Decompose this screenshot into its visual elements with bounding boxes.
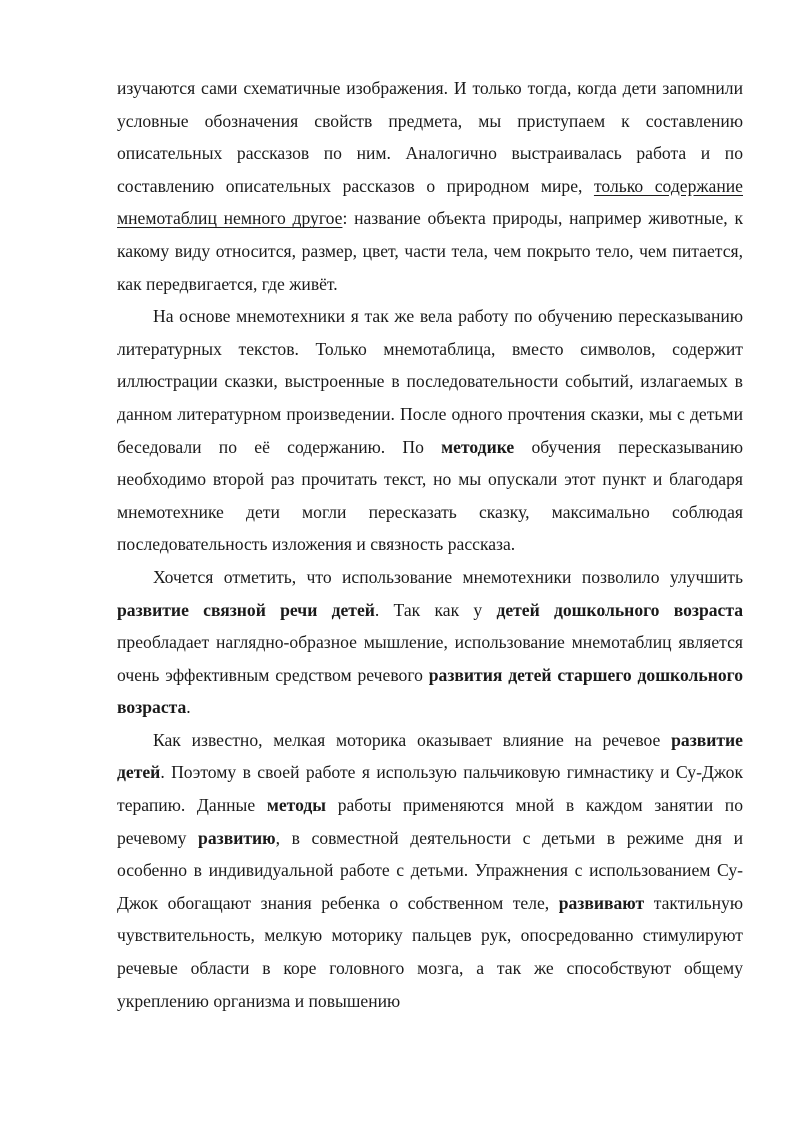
paragraph-2 [117, 300, 743, 561]
text-run: На основе мнемотехники я так же вела работу по обучению пересказыванию литературных текстов. Только мнемотаблица, вместо символов, содержит иллюстрации сказки, выстроенные в последовательности событий, излагаемых в данном литературном произведении. После одного прочтения сказки, мы с детьми беседовали по её содержанию. По [117, 306, 743, 457]
document-body [117, 72, 743, 1017]
paragraph-3 [117, 561, 743, 724]
text-run: . Поэтому в своей работе я использую пальчиковую гимнастику и Су-Джок терапию. Данные [117, 762, 743, 816]
text-run: , в совместной деятельности с детьми в режиме дня и особенно в индивидуальной работе с детьми. Упражнения с использованием Су-Джок обогащают знания ребенка о собственном теле, [117, 827, 743, 913]
bold-term: методы [266, 795, 327, 816]
text-run: . Так как у [374, 599, 497, 620]
paragraph-4 [117, 724, 743, 1017]
bold-term: развитие связной речи детей [117, 599, 375, 620]
bold-term: развитие детей [117, 729, 743, 783]
underlined-phrase: только содержание мнемотаблиц немного другое [117, 175, 743, 229]
paragraph-1 [117, 72, 743, 300]
bold-term: методике [441, 436, 515, 457]
text-run: преобладает наглядно-образное мышление, использование мнемотаблиц является очень эффективным средством речевого [117, 632, 743, 685]
text-run: . [186, 697, 191, 718]
text-run: Как известно, мелкая моторика оказывает влияние на речевое [153, 729, 672, 750]
text-run: изучаются сами схематичные изображения. И только тогда, когда дети запомнили условные обозначения свойств предмета, мы приступаем к составлению описательных рассказов по ним. Аналогично выстраивалась работа и по составлению описательных рассказов о природном мире, [117, 78, 743, 196]
text-run: тактильную чувствительность, мелкую моторику пальцев рук, опосредованно стимулируют речевые области в коре головного мозга, а так же способствуют общему укреплению организма и повышению [117, 892, 743, 1011]
text-run: работы применяются мной в каждом занятии по речевому [117, 795, 744, 848]
bold-term: развития детей старшего дошкольного возраста [117, 664, 743, 718]
bold-term: развивают [558, 892, 645, 913]
text-run: Хочется отметить, что использование мнемотехники позволило улучшить [153, 566, 743, 587]
bold-term: развитию [198, 827, 276, 848]
text-run: обучения пересказыванию необходимо второй раз прочитать текст, но мы опускали этот пункт и благодаря мнемотехнике дети могли пересказать сказку, максимально соблюдая последовательность изложения и связность рассказа. [117, 436, 743, 555]
bold-term: детей дошкольного возраста [496, 599, 744, 620]
text-run: : название объекта природы, например животные, к какому виду относится, размер, цвет, части тела, чем покрыто тело, чем питается, как передвигается, где живёт. [117, 208, 743, 294]
